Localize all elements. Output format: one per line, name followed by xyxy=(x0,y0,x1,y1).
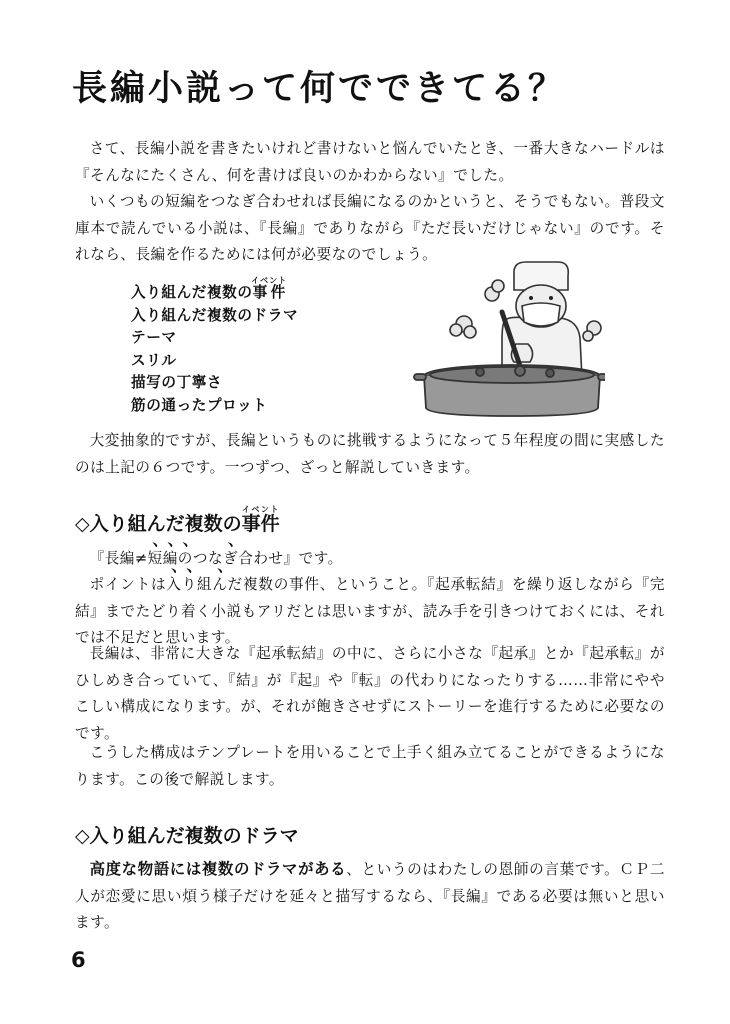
list-item: スリル xyxy=(131,351,177,369)
section1-paragraph-2: ポイントは入り組んだ複数の事件、ということ。『起承転結』を繰り返しながら『完結』までたどり着く小説もアリだとは思いますが、読み手を引きつけておくには、それでは不足だと思います。 xyxy=(75,576,665,646)
list-item: 入り組んだ複数のドラマ xyxy=(131,306,299,324)
element-list xyxy=(131,276,298,418)
section-heading-drama: ◇入り組んだ複数のドラマ xyxy=(75,825,299,847)
emphasized-quote: 高度な物語には複数のドラマがある xyxy=(89,860,347,878)
page-title: 長編小説って何でできてる？ xyxy=(72,69,567,109)
list-item: 筋の通ったプロット xyxy=(131,396,268,414)
section-heading-events: ◇入り組んだ複数の事件イベント xyxy=(75,505,280,535)
list-item xyxy=(131,276,298,305)
section1-paragraph-3: 長編は、非常に大きな『起承転結』の中に、さらに小さな『起承』とか『起承転』がひしめき合っていて、『結』が『起』や『転』の代わりになったりする……非常にややこしい構成になります。が、それが飽きさせずにストーリーを進行するために必要なのです。 xyxy=(75,645,665,742)
page-number: 6 xyxy=(71,948,86,972)
list-item: テーマ xyxy=(131,329,177,347)
list-item: 描写の丁寧さ xyxy=(131,374,223,392)
intro-paragraph-1: さて、長編小説を書きたいけれど書けないと悩んでいたとき、一番大きなハードルは『そんなにたくさん、何を書けば良いのかわからない』でした。 xyxy=(75,140,665,184)
ruby-word: 事件イベント xyxy=(251,276,288,301)
list-item-prefix: 入り組んだ複数の xyxy=(131,284,253,301)
cooking-chef-illustration xyxy=(410,258,605,418)
ruby-annotation: イベント xyxy=(251,276,288,285)
pot-icon xyxy=(414,365,605,416)
section1-paragraph-4: こうした構成はテンプレートを用いることで上手く組み立てることができるようになります。この後で解説します。 xyxy=(75,744,665,788)
ruby-word: 事件イベント xyxy=(241,505,280,535)
ruby-annotation: イベント xyxy=(241,505,280,514)
section1-paragraph-1: 『長編≠短編のつなぎ合わせ』です。 xyxy=(89,550,343,567)
summary-paragraph: 大変抽象的ですが、長編というものに挑戦するようになって５年程度の間に実感したのは上記の６つです。一つずつ、ざっと解説していきます。 xyxy=(75,432,665,476)
section2-paragraph-1: 高度な物語には複数のドラマがある、というのはわたしの恩師の言葉です。ＣＰ二人が恋愛に思い煩う様子だけを延々と描写するなら、『長編』である必要は無いと思います。 xyxy=(75,860,665,931)
intro-paragraph-2: いくつもの短編をつなぎ合わせれば長編になるのかというと、そうでもない。普段文庫本で読んでいる小説は、『長編』でありながら『ただ長いだけじゃない』のです。それなら、長編を作るためには何が必要なのでしょう。 xyxy=(75,193,665,263)
